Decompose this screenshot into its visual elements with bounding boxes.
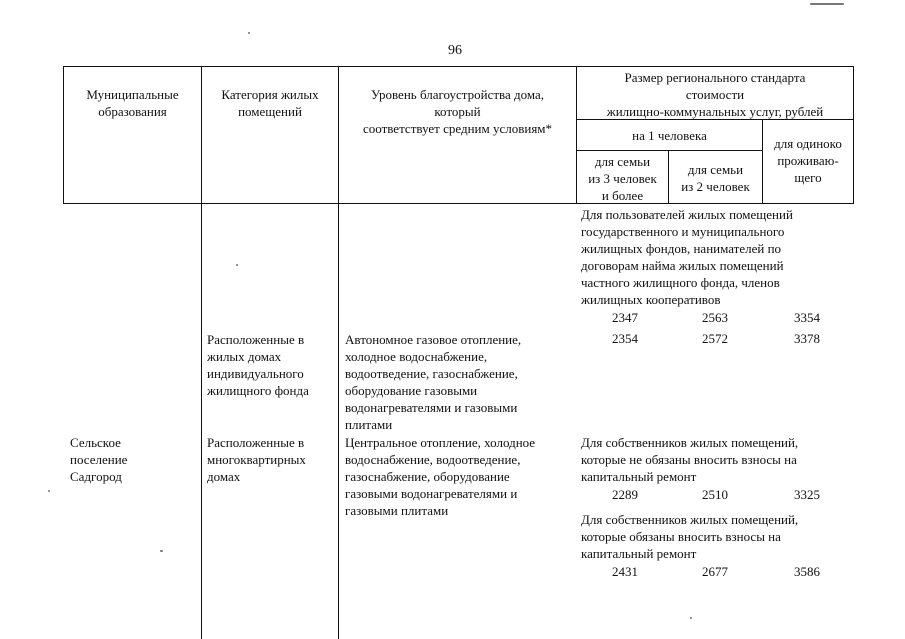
header-family2: для семьи из 2 человек <box>681 162 750 194</box>
header-divider <box>576 150 762 151</box>
group-label: Для собственников жилых помещений, которые обязаны вносить взносы на капитальный ремонт <box>581 512 799 561</box>
column-border <box>338 203 339 639</box>
value-single: 3586 <box>794 564 820 579</box>
column-border <box>853 66 854 204</box>
group-label: Для пользователей жилых помещений государственного и муниципального жилищных фондов, нанимателей по договорам найма жилых помещений частного жилищного фонда, членов жилищных кооперативов <box>581 207 793 307</box>
level-cell: Центральное отопление, холодное водоснабжение, водоотведение, газоснабжение, оборудование газовыми водонагревателями и газовыми плитами <box>345 435 536 518</box>
value-single: 3354 <box>794 310 820 325</box>
category-cell: Расположенные в многоквартирных домах <box>207 435 306 484</box>
value-family3: 2431 <box>612 564 638 579</box>
value-single: 3378 <box>794 331 820 346</box>
scan-mark <box>810 3 844 5</box>
scan-mark <box>690 617 692 619</box>
scan-mark <box>160 550 163 552</box>
group-label: Для собственников жилых помещений, которые не обязаны вносить взносы на капитальный ремонт <box>581 435 799 484</box>
scan-mark <box>48 490 50 492</box>
level-cell: Автономное газовое отопление, холодное водоснабжение, водоотведение, газоснабжение, оборудование газовыми водонагревателями и газовыми плитами <box>345 332 522 432</box>
table-border-top <box>63 66 854 67</box>
table-border-bottom <box>63 203 854 204</box>
value-family3: 2289 <box>612 487 638 502</box>
header-family3: для семьи из 3 человек и более <box>588 154 657 203</box>
value-family2: 2677 <box>702 564 728 579</box>
category-cell: Расположенные в жилых домах индивидуального жилищного фонда <box>207 332 309 398</box>
header-level: Уровень благоустройства дома, который соответствует средним условиям* <box>362 87 553 136</box>
header-standard: Размер регионального стандарта стоимости жилищно-коммунальных услуг, рублей <box>606 70 824 119</box>
scan-mark <box>248 32 250 34</box>
column-border <box>201 203 202 639</box>
municipality-cell: Сельское поселение Садгород <box>70 435 128 484</box>
header-municipality: Муниципальные образования <box>86 87 179 119</box>
page-number: 96 <box>448 43 462 58</box>
value-family3: 2347 <box>612 310 638 325</box>
value-family3: 2354 <box>612 331 638 346</box>
header-per-person: на 1 человека <box>632 128 707 143</box>
scan-mark <box>236 264 238 266</box>
value-family2: 2572 <box>702 331 728 346</box>
value-family2: 2510 <box>702 487 728 502</box>
header-category: Категория жилых помещений <box>221 87 319 119</box>
header-single: для одиноко проживаю- щего <box>774 136 842 185</box>
value-single: 3325 <box>794 487 820 502</box>
value-family2: 2563 <box>702 310 728 325</box>
